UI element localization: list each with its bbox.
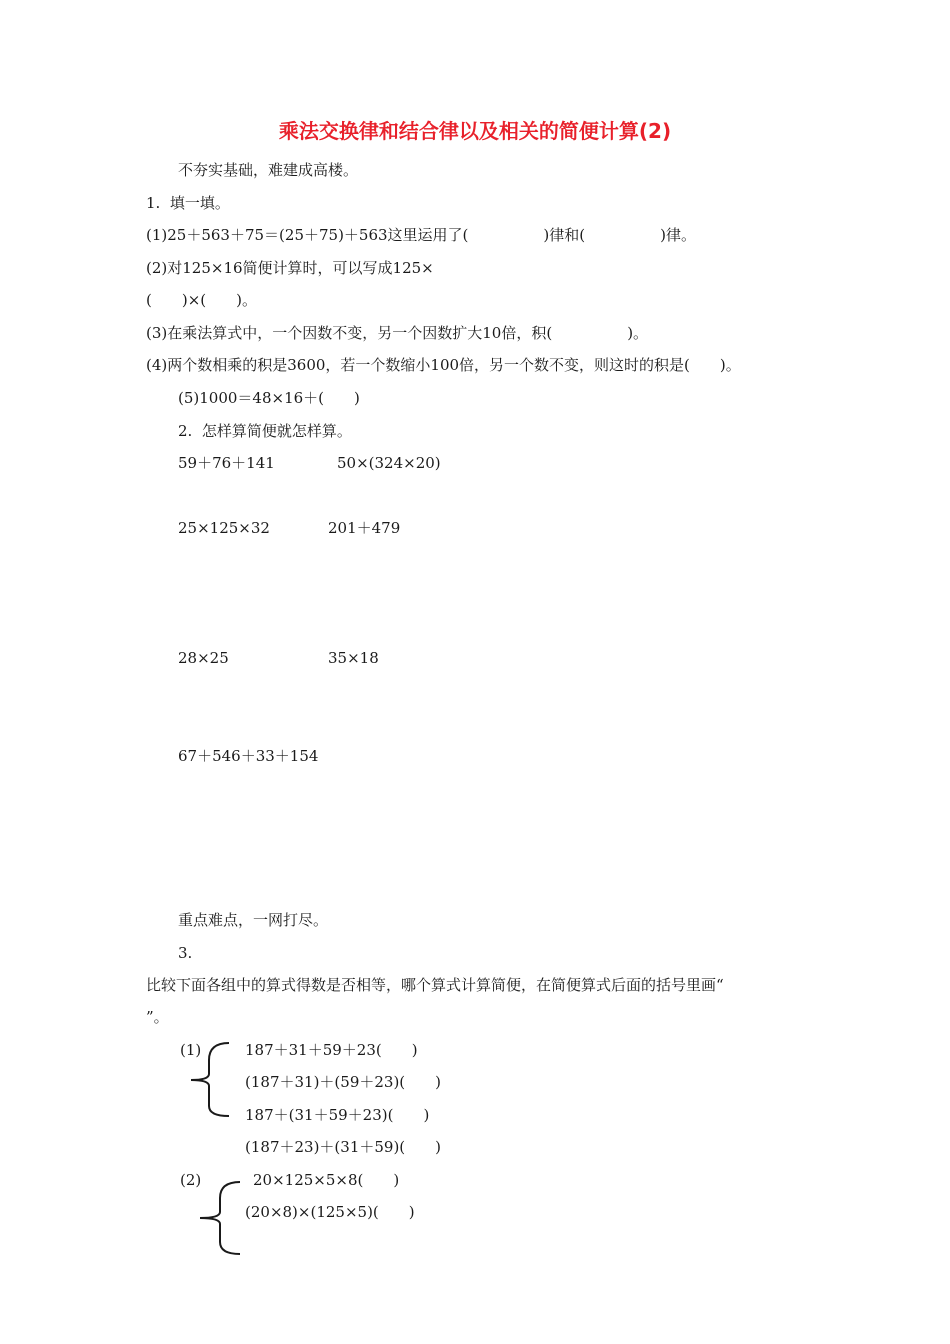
- question-1-item-1: (1)25＋563＋75＝(25＋75)＋563这里运用了( )律和( )律。: [146, 226, 696, 244]
- group-2-brace: [196, 1178, 246, 1258]
- question-1-item-5: (5)1000＝48×16＋( ): [178, 389, 360, 407]
- question-1-heading: 1. 填一填。: [146, 194, 230, 212]
- group-1-expression-1: 187＋31＋59＋23( ): [245, 1041, 418, 1059]
- question-3-number: 3.: [178, 944, 193, 962]
- question-1-item-2-line-1: (2)对125×16简便计算时，可以写成125×: [146, 259, 434, 277]
- question-1-item-4: (4)两个数相乘的积是3600，若一个数缩小100倍，另一个数不变，则这时的积是( )。: [146, 356, 741, 374]
- problem-5: 28×25: [178, 649, 229, 667]
- group-1-expression-3: 187＋(31＋59＋23)( ): [245, 1106, 430, 1124]
- question-2-heading: 2. 怎样算简便就怎样算。: [178, 422, 352, 440]
- group-1-label: (1): [180, 1041, 202, 1059]
- group-2-expression-1: 20×125×5×8( ): [253, 1171, 400, 1189]
- question-1-item-3: (3)在乘法算式中，一个因数不变，另一个因数扩大10倍，积( )。: [146, 324, 649, 342]
- problem-7: 67＋546＋33＋154: [178, 747, 319, 765]
- group-1-expression-4: (187＋23)＋(31＋59)( ): [245, 1138, 442, 1156]
- problem-1: 59＋76＋141: [178, 454, 275, 472]
- problem-2: 50×(324×20): [337, 454, 441, 472]
- group-1-expression-2: (187＋31)＋(59＋23)( ): [245, 1073, 442, 1091]
- question-3-instruction-line-2: ”。: [146, 1008, 169, 1026]
- problem-6: 35×18: [328, 649, 379, 667]
- problem-3: 25×125×32: [178, 519, 270, 537]
- group-2-label: (2): [180, 1171, 202, 1189]
- group-2-expression-2: (20×8)×(125×5)( ): [245, 1203, 415, 1221]
- worksheet-title: 乘法交换律和结合律以及相关的简便计算(2): [278, 119, 672, 143]
- motto-basics: 不夯实基础，难建成高楼。: [178, 161, 359, 179]
- motto-key-points: 重点难点，一网打尽。: [178, 911, 329, 929]
- group-1-brace: [185, 1040, 235, 1120]
- question-1-item-2-line-2: ( )×( )。: [146, 291, 257, 309]
- problem-4: 201＋479: [328, 519, 401, 537]
- question-3-instruction-line-1: 比较下面各组中的算式得数是否相等，哪个算式计算简便，在简便算式后面的括号里画“: [146, 976, 724, 994]
